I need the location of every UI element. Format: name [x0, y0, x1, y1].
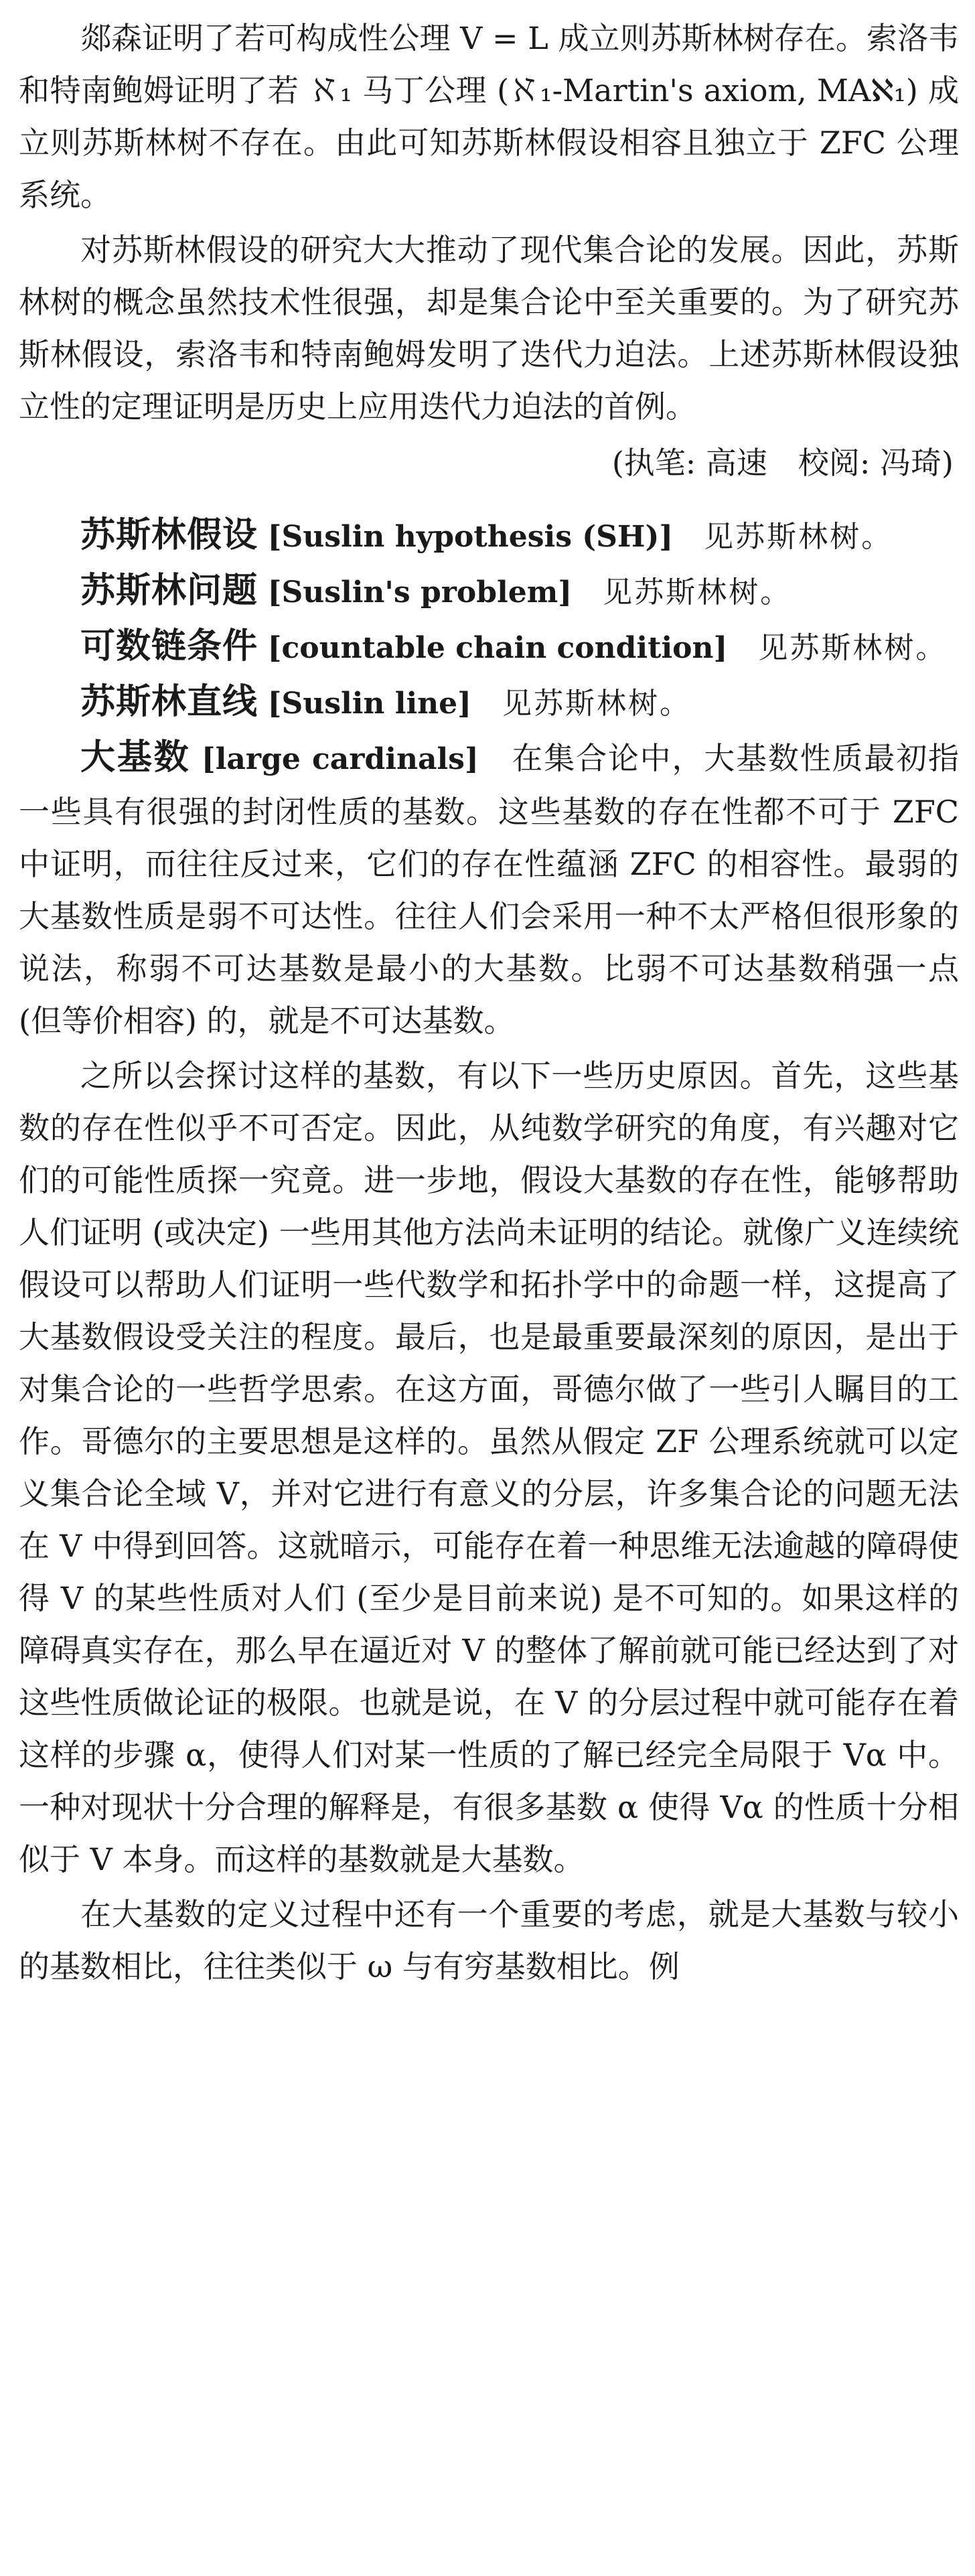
see-reference: 见苏斯林树。: [704, 520, 893, 554]
english-term: [large cardinals]: [201, 742, 479, 776]
entry-suslin-problem: [19, 565, 959, 619]
headword: 苏斯林问题: [80, 571, 258, 611]
headword: 可数链条件: [80, 626, 258, 666]
suslin-tree-paragraph-2: 对苏斯林假设的研究大大推动了现代集合论的发展。因此，苏斯林树的概念虽然技术性很强，却是集合论中至关重要的。为了研究苏斯林假设，索洛韦和特南鲍姆发明了迭代力迫法。上述苏斯林假设独立性的定理证明是历史上应用迭代力迫法的首例。: [19, 232, 959, 425]
entry-suslin-line: [19, 676, 959, 730]
entry-countable-chain-condition: [19, 620, 959, 674]
entry-suslin-hypothesis: [19, 509, 959, 563]
english-term: [Suslin hypothesis (SH)]: [267, 520, 674, 554]
english-term: [countable chain condition]: [267, 631, 728, 665]
see-reference: 见苏斯林树。: [758, 631, 948, 665]
see-reference: 见苏斯林树。: [603, 575, 792, 610]
author-signature: (执笔: 高速 校阅: 冯琦): [611, 445, 954, 481]
headword: 苏斯林假设: [80, 515, 258, 555]
suslin-tree-paragraph-1: 郯森证明了若可构成性公理 V = L 成立则苏斯林树存在。索洛韦和特南鲍姆证明了若 ℵ₁ 马丁公理 (ℵ₁-Martin's axiom, MAℵ₁) 成立则苏斯林树不存在。由此可知苏斯林假设相容且独立于 ZFC 公理系统。: [19, 20, 959, 213]
large-cardinals-paragraph-2: 之所以会探讨这样的基数，有以下一些历史原因。首先，这些基数的存在性似乎不可否定。因此，从纯数学研究的角度，有兴趣对它们的可能性质探一究竟。进一步地，假设大基数的存在性，能够帮助人们证明 (或决定) 一些用其他方法尚未证明的结论。就像广义连续统假设可以帮助人们证明一些代数学和拓扑学中的命题一样，这提高了大基数假设受关注的程度。最后，也是最重要最深刻的原因，是出于对集合论的一些哲学思索。在这方面，哥德尔做了一些引人瞩目的工作。哥德尔的主要思想是这样的。虽然从假定 ZF 公理系统就可以定义集合论全域 V，并对它进行有意义的分层，许多集合论的问题无法在 V 中得到回答。这就暗示，可能存在着一种思维无法逾越的障碍使得 V 的某些性质对人们 (至少是目前来说) 是不可知的。如果这样的障碍真实存在，那么早在逼近对 V 的整体了解前就可能已经达到了对这些性质做论证的极限。也就是说，在 V 的分层过程中就可能存在着这样的步骤 α，使得人们对某一性质的了解已经完全局限于 Vα 中。一种对现状十分合理的解释是，有很多基数 α 使得 Vα 的性质十分相似于 V 本身。而这样的基数就是大基数。: [19, 1058, 959, 1877]
entry-large-cardinals: [19, 731, 959, 1047]
english-term: [Suslin line]: [267, 687, 471, 721]
headword: 苏斯林直线: [80, 682, 258, 722]
see-reference: 见苏斯林树。: [502, 687, 691, 721]
large-cardinals-paragraph-1: 在集合论中，大基数性质最初指一些具有很强的封闭性质的基数。这些基数的存在性都不可于 ZFC 中证明，而往往反过来，它们的存在性蕴涵 ZFC 的相容性。最弱的大基数性质是弱不可达性。往往人们会采用一种不太严格但很形象的说法，称弱不可达基数是最小的大基数。比弱不可达基数稍强一点 (但等价相容) 的，就是不可达基数。: [19, 740, 960, 1039]
headword: 大基数: [80, 737, 191, 778]
large-cardinals-paragraph-3: 在大基数的定义过程中还有一个重要的考虑，就是大基数与较小的基数相比，往往类似于 ω 与有穷基数相比。例: [19, 1896, 959, 1985]
english-term: [Suslin's problem]: [267, 575, 573, 610]
